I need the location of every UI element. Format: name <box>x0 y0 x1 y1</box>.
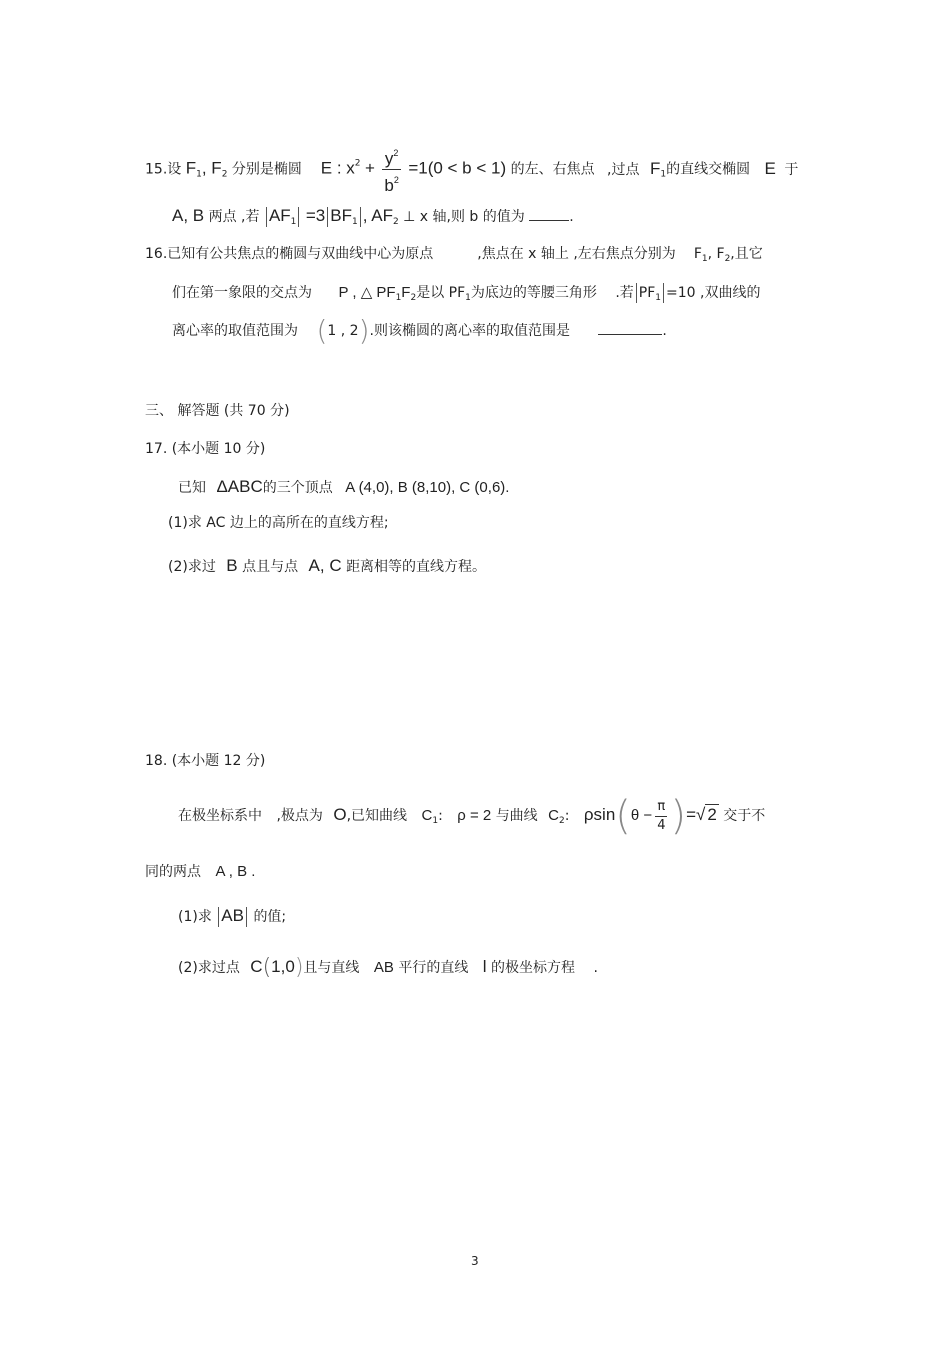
text: 的直线交椭圆 <box>666 161 751 178</box>
af1-symbol: AF <box>268 206 291 225</box>
text: 的值; <box>253 909 287 925</box>
answer-blank <box>529 220 569 221</box>
subscript: 1 <box>432 816 439 826</box>
text: 于 <box>784 161 799 178</box>
triangle-abc: ΔABC <box>216 477 263 496</box>
points-ac: A, C <box>308 556 342 575</box>
plus: + <box>364 158 375 178</box>
sqrt-sign: √ <box>696 805 706 824</box>
abs-bar <box>663 283 664 303</box>
c1-symbol: C <box>421 807 433 824</box>
text: ,且它 <box>730 246 763 262</box>
text: 为底边的等腰三角形 <box>470 285 597 301</box>
superscript: 2 <box>354 158 361 169</box>
q18-part2 <box>178 954 598 980</box>
abs-bar <box>218 907 219 927</box>
e-symbol: E <box>764 158 776 178</box>
ab-points: A, B <box>172 206 205 225</box>
text: 在极坐标系中 <box>178 808 262 824</box>
text: .则该椭圆的离心率的取值范围是 <box>369 323 570 339</box>
superscript: 2 <box>393 175 399 185</box>
denominator: b <box>384 176 394 195</box>
denominator: 4 <box>657 817 666 833</box>
subscript: 1 <box>351 217 358 227</box>
text: ,焦点在 x 轴上 ,左右焦点分别为 <box>477 246 676 262</box>
text: 的左、右焦点 <box>510 161 595 178</box>
open-paren: ( <box>615 793 631 839</box>
c2-symbol: C <box>548 807 559 824</box>
range-values: 1 , 2 <box>327 323 359 339</box>
answer-blank <box>598 334 662 335</box>
q15-line2 <box>172 205 574 227</box>
subscript: 2 <box>221 169 228 180</box>
rho-sin: ρsin <box>583 805 616 824</box>
subscript: 2 <box>724 254 731 264</box>
line-ab: AB <box>373 959 394 976</box>
subscript: 2 <box>558 816 565 826</box>
pf1-symbol: PF <box>638 285 656 301</box>
pi-over-4 <box>655 798 667 835</box>
equation-tail: =1(0 < b < 1) <box>408 158 507 178</box>
q16-line1 <box>145 245 763 268</box>
abs-bar <box>298 207 299 227</box>
text: 离心率的取值范围为 <box>172 323 298 339</box>
text: 两点 ,若 <box>208 209 260 225</box>
q18-heading: 18. (本小题 12 分) <box>145 753 266 769</box>
q17-heading: 17. (本小题 10 分) <box>145 441 266 457</box>
points-ab: A , B . <box>215 863 256 880</box>
abs-bar <box>360 207 361 227</box>
text: 16.已知有公共焦点的椭圆与双曲线中心为原点 <box>145 246 434 262</box>
f2-symbol: , F <box>707 246 725 262</box>
page-number: 3 <box>471 1254 479 1268</box>
close-paren: ) <box>358 314 370 347</box>
abs-bar <box>327 207 328 227</box>
point-b: B <box>226 556 238 575</box>
q17-part1: (1)求 AC 边上的高所在的直线方程; <box>168 515 389 531</box>
colon: : <box>564 808 570 824</box>
f-symbol: F <box>401 284 411 301</box>
text: =10 ,双曲线的 <box>666 285 761 301</box>
subscript: 1 <box>196 169 202 180</box>
text: (2)求过点 <box>178 960 240 976</box>
subscript: 1 <box>290 217 297 227</box>
bf1-symbol: BF <box>330 206 352 225</box>
ellipse-eq: E : x <box>320 158 355 178</box>
text: ,过点 <box>607 161 640 178</box>
text: 与曲线 <box>495 808 538 824</box>
text: ,极点为 <box>276 808 323 824</box>
f1-symbol: F <box>649 158 661 178</box>
q16-line2 <box>172 283 760 307</box>
abs-bar <box>266 207 267 227</box>
equals-three: =3 <box>305 206 326 225</box>
subscript: 2 <box>392 217 399 227</box>
segment-ab: AB <box>221 906 244 925</box>
f2-symbol: , F <box>201 158 222 178</box>
close-paren: ) <box>294 955 304 980</box>
text: 且与直线 <box>303 960 360 976</box>
period: . <box>569 209 574 225</box>
abs-bar <box>636 283 637 303</box>
text: 们在第一象限的交点为 <box>172 285 312 301</box>
subscript: 1 <box>655 293 662 303</box>
line-l: l <box>482 957 487 976</box>
f1-symbol: F <box>693 246 702 262</box>
point-c-coords: 1,0 <box>271 957 295 976</box>
close-paren: ) <box>670 793 687 839</box>
triangle-pf1f2: P , △ PF <box>338 284 396 301</box>
point-c: C <box>250 957 263 976</box>
superscript: 2 <box>393 148 399 158</box>
text: 的极坐标方程 <box>491 960 576 976</box>
equals: = <box>686 805 697 824</box>
numerator: π <box>655 798 667 817</box>
q17-line1 <box>178 476 509 498</box>
text: ,已知曲线 <box>346 808 408 824</box>
open-paren: ( <box>316 314 328 347</box>
text: 的三个顶点 <box>262 480 333 496</box>
text: 分别是椭圆 <box>231 161 302 178</box>
q18-line1 <box>178 792 765 838</box>
subscript: 1 <box>465 293 471 303</box>
colon: : <box>438 808 443 824</box>
abs-bar <box>246 907 247 927</box>
q16-line3 <box>172 314 667 347</box>
text: 同的两点 <box>145 864 201 880</box>
subscript: 1 <box>395 293 402 303</box>
text: (2)求过 <box>168 559 216 575</box>
open-paren: ( <box>262 955 272 980</box>
subscript: 1 <box>701 254 708 264</box>
text: (1)求 <box>178 909 212 925</box>
text: .若 <box>615 285 634 301</box>
text: 已知 <box>178 480 206 496</box>
q18-part1 <box>178 904 286 928</box>
curve-c1-eq: ρ = 2 <box>457 807 492 824</box>
q15-number: 15.设 <box>145 161 182 178</box>
text: 是以 PF <box>416 285 466 301</box>
numerator: y <box>384 149 394 168</box>
subscript: 2 <box>410 293 417 303</box>
q18-line2 <box>145 861 255 883</box>
radicand: 2 <box>707 805 717 824</box>
vertices: A (4,0), B (8,10), C (0,6). <box>345 479 510 496</box>
period: . <box>662 323 667 339</box>
subscript: 1 <box>660 169 667 180</box>
text: 交于不 <box>723 808 766 824</box>
q15-line1 <box>145 143 799 195</box>
section-heading: 三、 解答题 (共 70 分) <box>145 403 290 419</box>
text: 点且与点 <box>242 559 299 575</box>
q17-part2 <box>168 555 486 577</box>
fraction <box>382 143 400 196</box>
text: 平行的直线 <box>398 960 469 976</box>
text: 距离相等的直线方程。 <box>346 559 487 575</box>
period: . <box>593 960 598 976</box>
pole-o: O <box>333 805 347 824</box>
theta-minus: θ − <box>630 807 653 824</box>
af2-symbol: , AF <box>362 206 393 225</box>
f1-symbol: F <box>185 158 197 178</box>
text: ⊥ x 轴,则 b 的值为 <box>403 209 530 225</box>
